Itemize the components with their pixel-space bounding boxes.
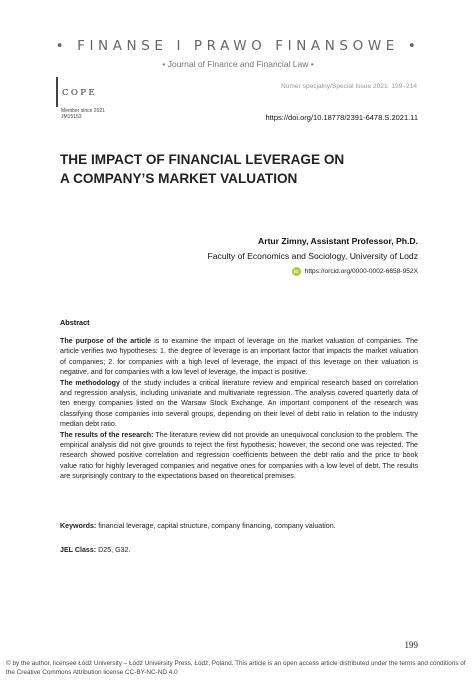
cope-member-since: Member since 2021 bbox=[61, 108, 105, 114]
orcid-row bbox=[200, 267, 418, 276]
abstract-results-paragraph bbox=[60, 430, 418, 482]
purpose-label: The purpose of the article bbox=[60, 337, 152, 345]
methodology-label: The methodology bbox=[60, 378, 120, 387]
keywords-label: Keywords: bbox=[60, 522, 97, 530]
author-affiliation: Faculty of Economics and Sociology, University of Lodz bbox=[207, 251, 418, 261]
results-label: The results of the research: bbox=[60, 430, 154, 439]
orcid-link[interactable]: https://orcid.org/0000-0002-6658-952X bbox=[304, 268, 418, 275]
cope-logo-text: COPE bbox=[62, 88, 97, 98]
cope-bar-decoration bbox=[56, 77, 58, 107]
abstract-body bbox=[60, 336, 418, 482]
article-title-line-2: A COMPANY’S MARKET VALUATION bbox=[60, 171, 298, 186]
special-issue-info: Numer specjalny/Special Issue 2021: 199–214 bbox=[281, 83, 417, 90]
page-number: 199 bbox=[404, 640, 418, 650]
journal-subtitle: • Journal of Finance and Financial Law • bbox=[162, 59, 314, 69]
orcid-icon: iD bbox=[292, 267, 301, 276]
abstract-heading: Abstract bbox=[60, 318, 90, 327]
jel-codes: D25, G32. bbox=[96, 546, 131, 554]
keywords-text: financial leverage, capital structure, company financing, company valuation. bbox=[96, 522, 336, 530]
cope-member-id: JM15153 bbox=[61, 113, 82, 120]
methodology-text: of the study includes a critical literature review and empirical research based on correlation and regression analysis, including univariate and multivariate regression. The analysis covered quarterly data of ten energy companies listed on the Warsaw Stock Exchange. An important component of the research was classifying those companies into several groups, depending on their level of debt ratio in relation to the industry median debt ratio. bbox=[60, 378, 418, 429]
author-name: Artur Zimny, Assistant Professor, Ph.D. bbox=[258, 236, 418, 246]
journal-title: • FINANSE I PRAWO FINANSOWE • bbox=[55, 38, 421, 54]
results-text: The literature review did not provide an unequivocal conclusion to the problem. The empirical analysis did not give grounds to reject the first hypothesis; however, the second one was rejected. The research showed positive correlation and regression coefficients between the debt ratio and the price to book value ratio for highly leveraged companies and negative ones for companies with a low level of debt. The results are surprisingly contrary to the expectations based on theoretical premises. bbox=[60, 430, 418, 481]
keywords bbox=[60, 522, 418, 530]
doi-link[interactable]: https://doi.org/10.18778/2391-6478.S.2021.11 bbox=[265, 113, 418, 122]
purpose-text: is to examine the impact of leverage on the market valuation of companies. The article verifies two hypotheses: 1. the degree of leverage is an important factor that impacts the market valuation of companies; 2. for companies with a high level of leverage, the impact of this leverage on their valuation is negative, and for companies with a low level of leverage, the impact is positive. bbox=[60, 337, 418, 377]
cope-member-info bbox=[61, 109, 105, 120]
abstract-purpose-paragraph bbox=[60, 336, 418, 378]
license-notice: © by the author, licensee Łódź University – Łódź University Press, Łódź, Poland. This article is an open access article distributed under the terms and conditions of the Creative Commons Attribution license CC-BY-NC-ND 4.0 bbox=[6, 660, 466, 676]
abstract-methodology-paragraph bbox=[60, 378, 418, 430]
jel-label: JEL Class: bbox=[60, 546, 97, 554]
article-title-line-1: THE IMPACT OF FINANCIAL LEVERAGE ON bbox=[60, 152, 345, 167]
article-title bbox=[60, 150, 420, 188]
jel-class bbox=[60, 546, 418, 554]
cope-logo bbox=[56, 77, 108, 125]
